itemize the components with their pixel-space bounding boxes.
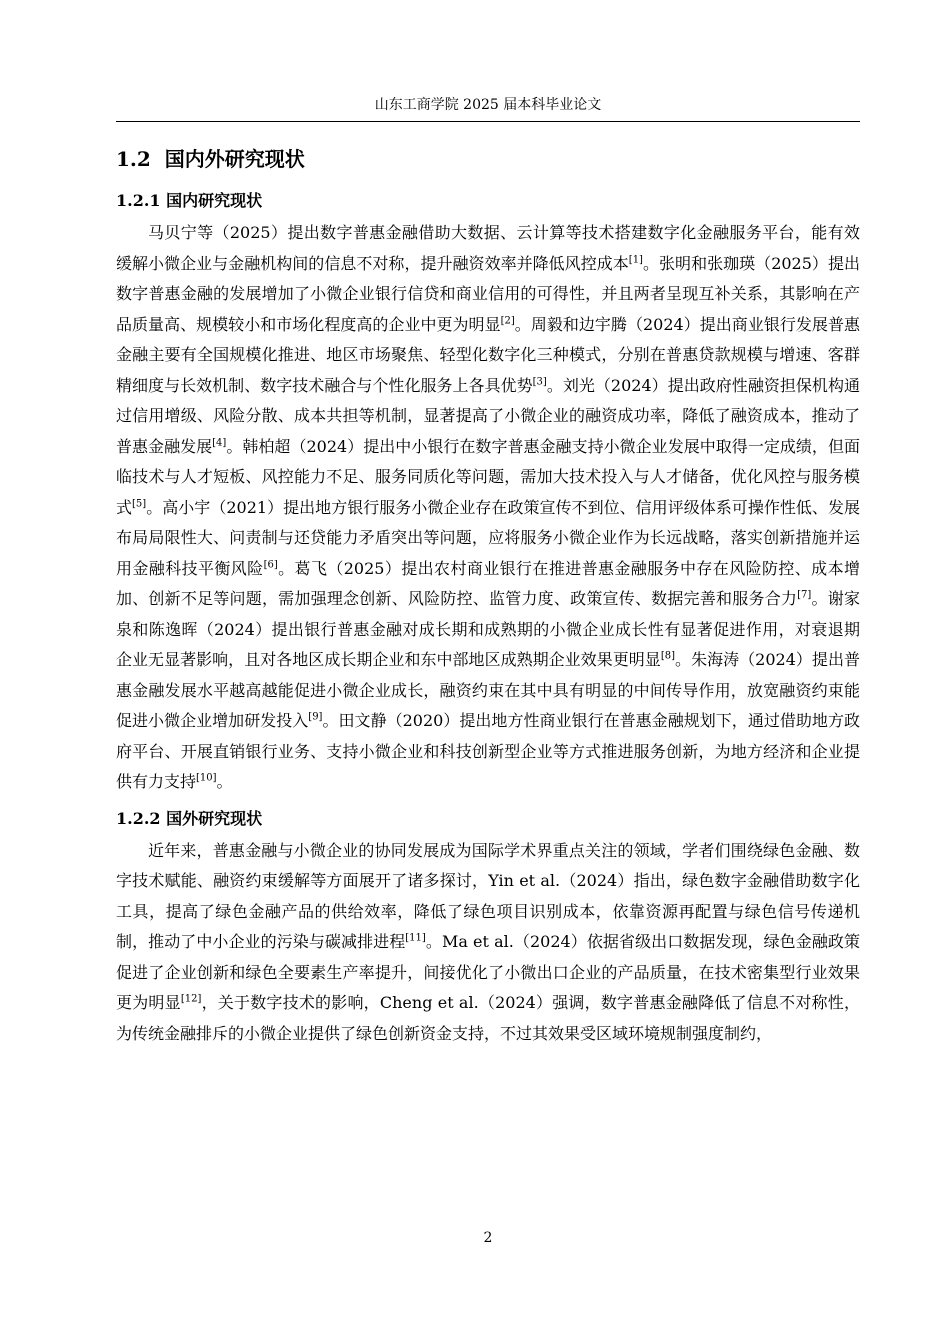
citation-10: [10] [196, 772, 217, 784]
domestic-text-9: 。朱海涛（2024）提出普惠金融发展水平越高越能促进小微企业成长，融资约束在其中具有明显的中间传导作用，放宽融资约束能促进小微企业增加研发投入 [116, 650, 860, 730]
domestic-text-1: 马贝宁等（2025）提出数字普惠金融借助大数据、云计算等技术搭建数字化金融服务平台，能有效缓解小微企业与金融机构间的信息不对称，提升融资效率并降低风控成本 [116, 223, 860, 273]
page-content [116, 140, 860, 1049]
citation-5: [5] [132, 498, 147, 510]
running-header: 山东工商学院 2025 届本科毕业论文 [374, 97, 602, 113]
paragraph-domestic [116, 218, 860, 798]
citation-4: [4] [212, 437, 227, 449]
domestic-text-7: 。葛飞（2025）提出农村商业银行在推进普惠金融服务中存在风险防控、成本增加、创新不足等问题，需加强理念创新、风险防控、监管力度、政策宣传、数据完善和服务合力 [116, 558, 860, 608]
citation-8: [8] [660, 650, 676, 662]
domestic-text-3: 。周毅和边宇腾（2024）提出商业银行发展普惠金融主要有全国规模化推进、地区市场聚焦、轻型化数字化三种模式，分别在普惠贷款规模与增速、客群精细度与长效机制、数字技术融合与个性化服务上各具优势 [116, 314, 860, 395]
citation-9: [9] [308, 711, 323, 723]
header-rule [116, 121, 860, 122]
section-heading [116, 140, 860, 180]
citation-12: [12] [180, 993, 202, 1005]
subsection-heading-domestic: 1.2.1 国内研究现状 [116, 191, 263, 210]
paragraph-foreign [116, 836, 860, 1050]
citation-7: [7] [797, 589, 812, 601]
citation-1: [1] [628, 254, 643, 266]
domestic-text-10: 。田文静（2020）提出地方性商业银行在普惠金融规划下，通过借助地方政府平台、开展直销银行业务、支持小微企业和科技创新型企业等方式推进服务创新，为地方经济和企业提供有力支持 [116, 711, 860, 791]
section-title: 国内外研究现状 [164, 147, 305, 171]
domestic-text-5: 。韩柏超（2024）提出中小银行在数字普惠金融支持小微企业发展中取得一定成绩，但面临技术与人才短板、风控能力不足、服务同质化等问题，需加大技术投入与人才储备，优化风控与服务模式 [116, 436, 860, 517]
subsection-heading-foreign: 1.2.2 国外研究现状 [116, 808, 263, 828]
citation-2: [2] [500, 315, 515, 327]
citation-11: [11] [405, 932, 426, 944]
foreign-text-2: 。Ma et al.（2024）依据省级出口数据发现，绿色金融政策促进了企业创新和绿色全要素生产率提升，间接优化了小微出口企业的产品质量，在技术密集型行业效果更为明显 [116, 932, 860, 1012]
page-number: 2 [483, 1230, 493, 1246]
domestic-text-6: 。高小宇（2021）提出地方银行服务小微企业存在政策宣传不到位、信用评级体系可操作性低、发展布局局限性大、问责制与还贷能力矛盾突出等问题，应将服务小微企业作为长远战略，落实创新措施并运用金融科技平衡风险 [116, 497, 860, 578]
citation-3: [3] [532, 376, 547, 388]
domestic-text-2: 。张明和张珈瑛（2025）提出数字普惠金融的发展增加了小微企业银行信贷和商业信用的可得性，并且两者呈现互补关系，其影响在产品质量高、规模较小和市场化程度高的企业中更为明显 [116, 253, 860, 334]
foreign-text-3: ，关于数字技术的影响，Cheng et al.（2024）强调，数字普惠金融降低了信息不对称性，为传统金融排斥的小微企业提供了绿色创新资金支持，不过其效果受区域环境规制强度制约， [116, 993, 860, 1043]
foreign-text-1: 近年来，普惠金融与小微企业的协同发展成为国际学术界重点关注的领域，学者们围绕绿色金融、数字技术赋能、融资约束缓解等方面展开了诸多探讨，Yin et al.（2024）指出，绿色数字金融借助数字化工具，提高了绿色金融产品的供给效率，降低了绿色项目识别成本，依靠资源再配置与绿色信号传递机制，推动了中小企业的污染与碳减排进程 [116, 840, 860, 951]
domestic-text-11: 。 [216, 772, 233, 791]
domestic-text-4: 。刘光（2024）提出政府性融资担保机构通过信用增级、风险分散、成本共担等机制，显著提高了小微企业的融资成功率，降低了融资成本，推动了普惠金融发展 [116, 375, 860, 456]
domestic-text-8: 。谢家泉和陈逸晖（2024）提出银行普惠金融对成长期和成熟期的小微企业成长性有显著促进作用，对衰退期企业无显著影响，且对各地区成长期企业和东中部地区成熟期企业效果更明显 [116, 589, 860, 669]
section-number: 1.2 [116, 147, 151, 171]
citation-6: [6] [263, 559, 278, 571]
